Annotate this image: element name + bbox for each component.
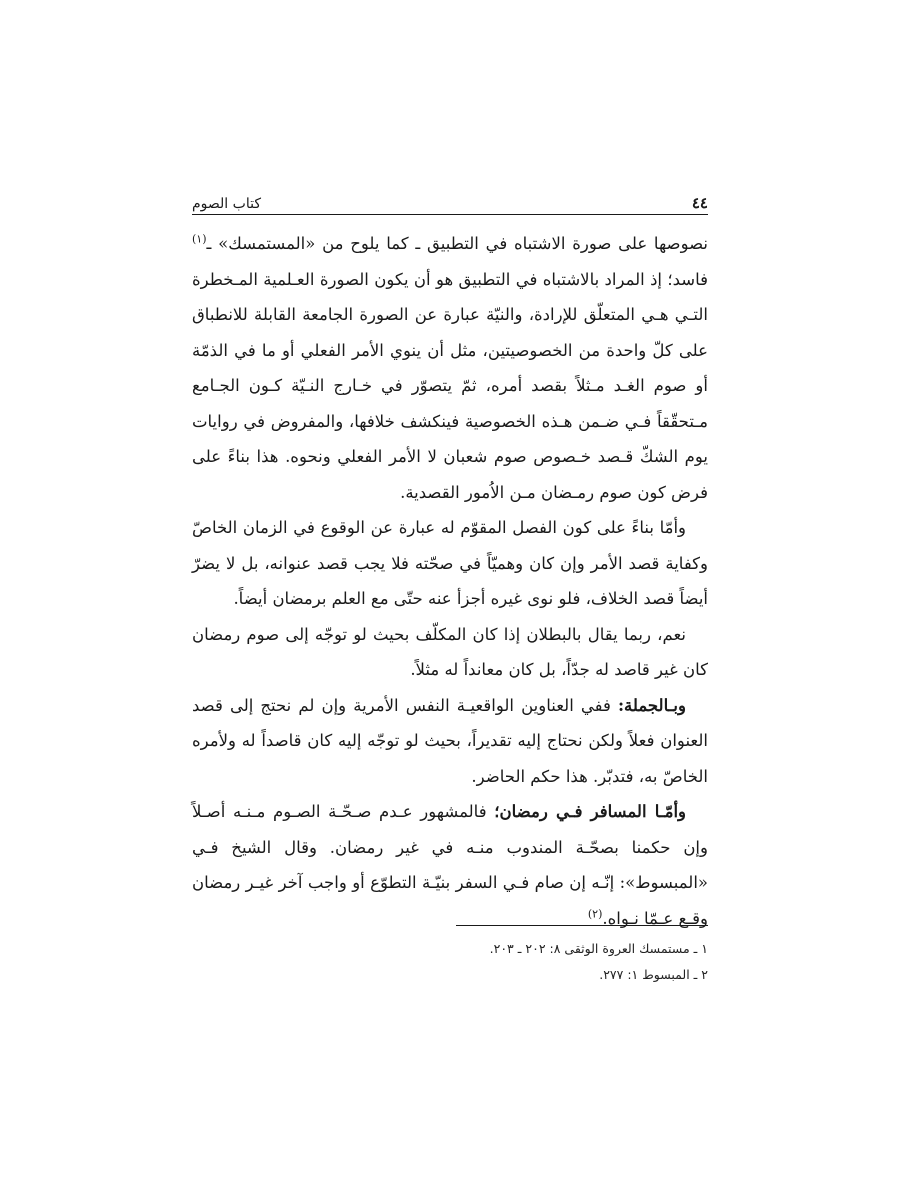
footnote-ref-2[interactable]: (٢) — [587, 907, 603, 920]
paragraph-4-lead: وبـالجملة: — [617, 695, 686, 715]
paragraph-2: وأمّا بناءً على كون الفصل المقوّم له عبارة عن الوقوع في الزمان الخاصّ وكفاية قصد الأمر وإن كان وهميّاً في صحّته فلا يجب قصد عنوانه، بل لا يضرّ أيضاً قصد الخلاف، فلو نوى غيره أجزأ عنه حتّى مع العلم برمضان أيضاً. — [192, 518, 708, 608]
paragraph-1-text-a: نصوصها على صورة الاشتباه في التطبيق ـ كما يلوح من «المستمسك» ـ — [206, 234, 708, 253]
paragraph-1-text-b: فاسد؛ إذ المراد بالاشتباه في التطبيق هو أن يكون الصورة العـلمية المـخطرة التـي هـي المتعلّق للإرادة، والنيّة عبارة عن الصورة الجامعة القابلة للانطباق على كلّ واحدة من الخصوصيتين، مثل أن ينوي الأمر الفعلي أو ما في الذمّة أو صوم الغـد مـثلاً بقصد أمره، ثمّ يتصوّر في خـارج النـيّة كـون الجـامع مـتحقّقاً فـي ضـمن هـذه الخصوصية فينكشف خلافها، والمفروض في روايات يوم الشكّ قـصد خـصوص صوم شعبان لا الأمر الفعلي ونحوه. هذا بناءً على فرض كون صوم رمـضان مـن الاُمور القصدية. — [192, 269, 708, 502]
footnote-ref-1[interactable]: (١) — [192, 232, 207, 246]
paragraph-4-text: ففي العناوين الواقعيـة النفس الأمرية وإن لم نحتج إلى قصد العنوان فعلاً ولكن نحتاج إليه تقديراً، بحيث لو توجّه إليه كان قاصداً له ولأمره الخاصّ به، فتدبّر. هذا حكم الحاضر. — [192, 695, 708, 786]
running-header — [192, 186, 708, 212]
paragraph-5-text: فالمشهور عـدم صـحّـة الصـوم مـنـه أصـلاً وإن حكمنا بصحّـة المندوب منـه في غير رمضان. وقال الشيخ فـي «المبسوط»: إنّـه إن صام فـي السفر بنيّـة التطوّع أو واجب آخر غيـر رمضان وقـع عـمّا نـواه. — [192, 802, 708, 928]
paragraph-3: نعم، ربما يقال بالبطلان إذا كان المكلّف بحيث لو توجّه إلى صوم رمضان كان غير قاصد له جدّاً، بل كان معانداً له مثلاً. — [192, 624, 708, 679]
page-number: ٤٤ — [691, 194, 708, 212]
header-divider — [192, 214, 708, 215]
footnotes — [192, 936, 708, 988]
paragraph-1 — [192, 226, 708, 510]
footnote-1: ١ ـ مستمسك العروة الوثقى ٨: ٢٠٢ ـ ٢٠٣. — [489, 941, 708, 956]
paragraph-4 — [192, 688, 708, 795]
paragraph-5 — [192, 794, 708, 936]
footnote-divider — [456, 925, 708, 926]
paragraph-5-lead: وأمّـا المسافر فـي رمضان؛ — [494, 802, 686, 821]
footnote-2: ٢ ـ المبسوط ١: ٢٧٧. — [599, 967, 708, 982]
main-text — [192, 226, 708, 936]
book-title: كتاب الصوم — [192, 196, 261, 212]
